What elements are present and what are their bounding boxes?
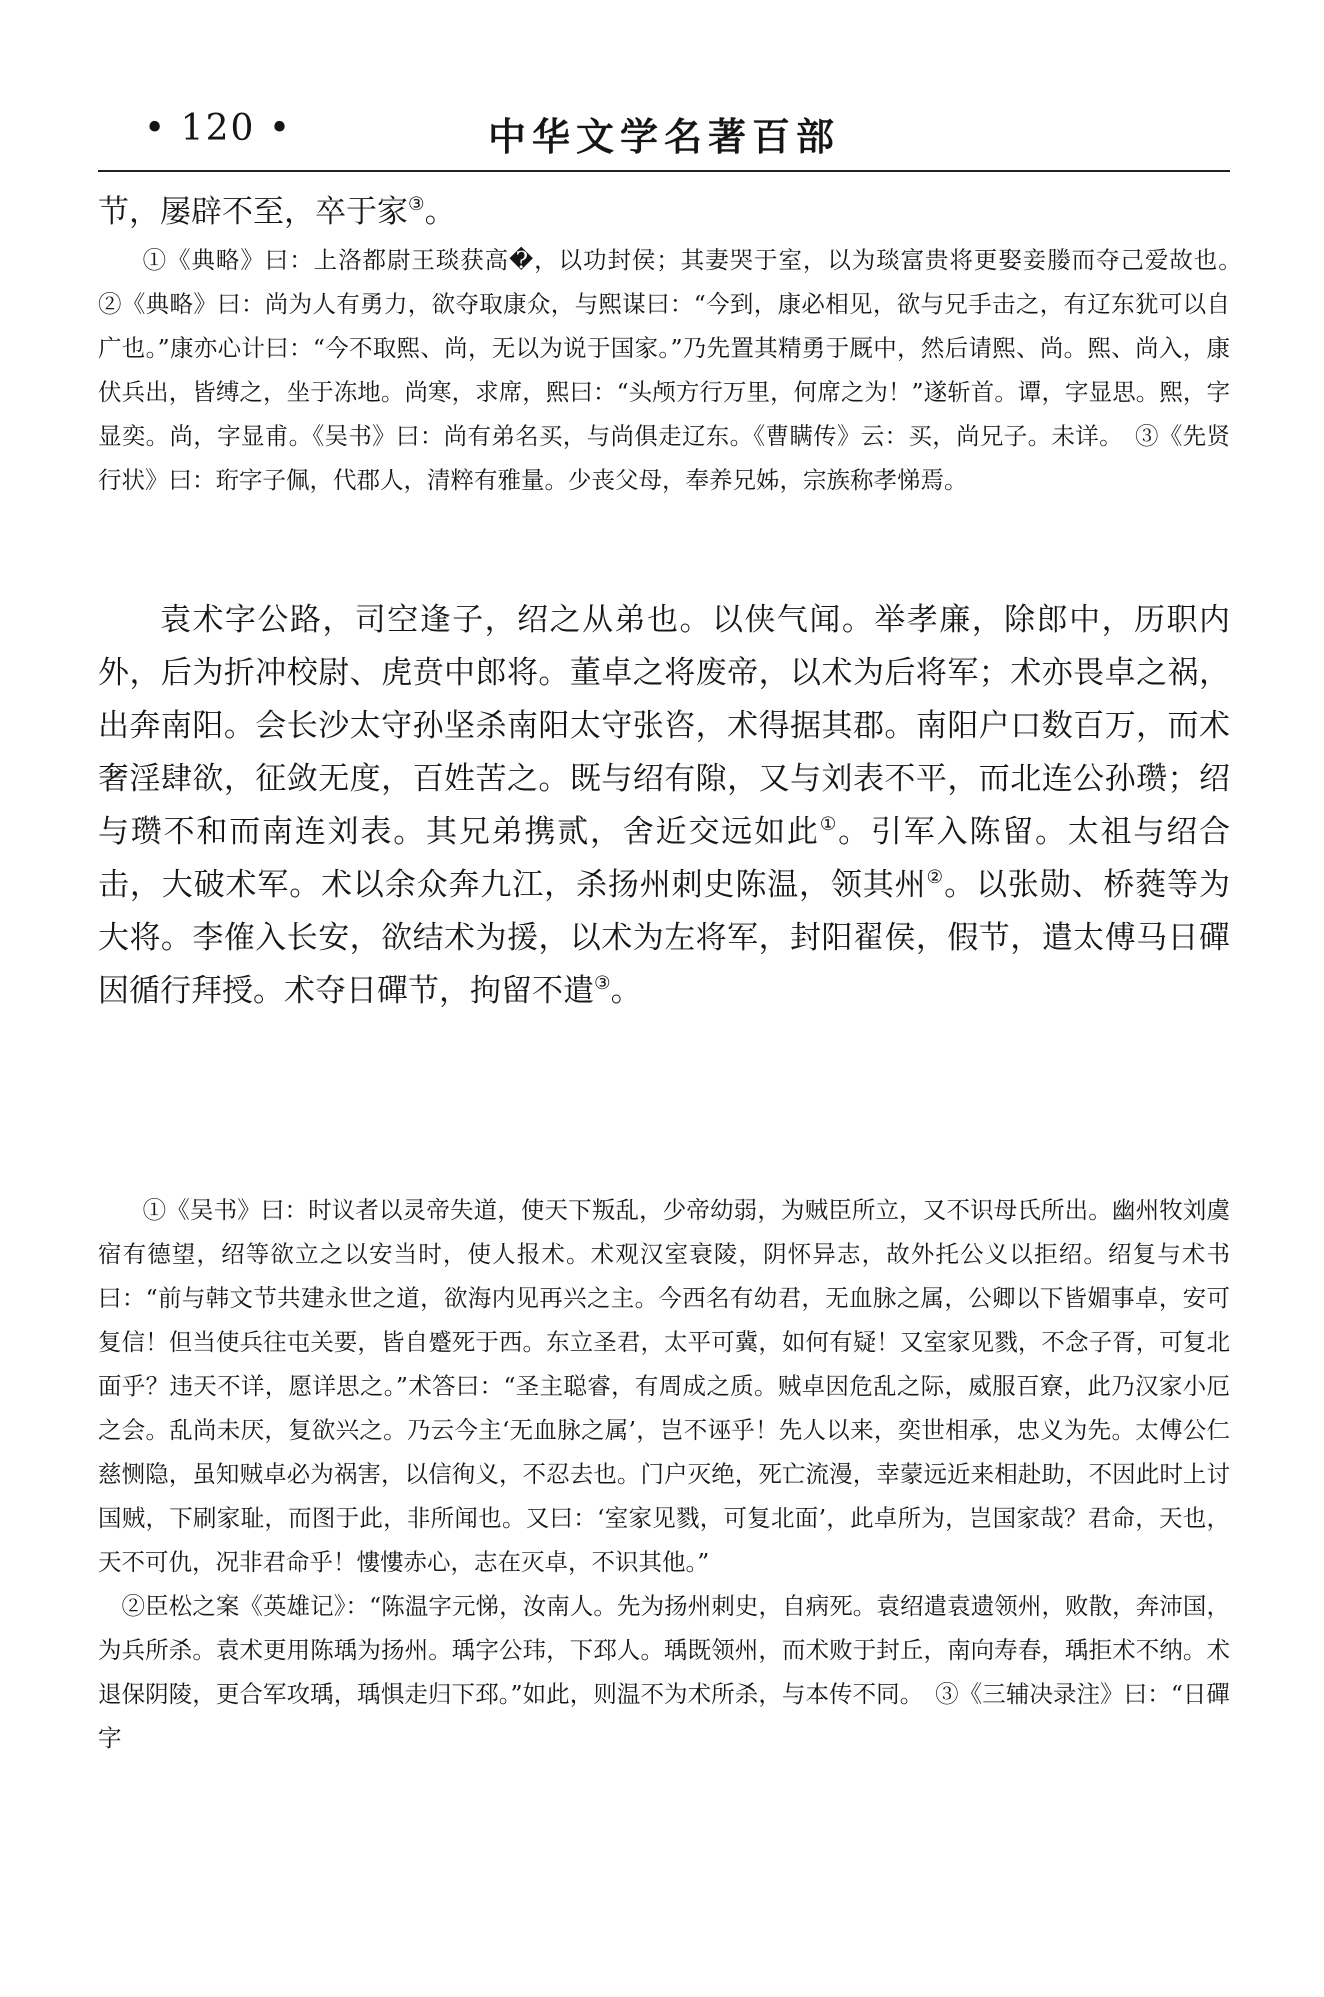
footnote-ref-3: ③ [594,972,611,994]
footnote-ref-1: ① [819,813,839,835]
main-text-run: 袁术字公路，司空逢子，绍之从弟也。以侠气闻。举孝廉，除郎中，历职内外，后为折冲校尉、虎贲中郎将。董卓之将废帝，以术为后将军；术亦畏卓之祸，出奔南阳。会长沙太守孙坚杀南阳太守张咨，术得据其郡。南阳户口数百万，而术奢淫肆欲，征敛无度，百姓苦之。既与绍有隙，又与刘表不平，而北连公孙瓒；绍与瓒不和而南连刘表。其兄弟携贰，舍近交远如此 [98,602,1230,850]
main-text-run: 。以张勋、桥蕤等为大将。李傕入长安，欲结术为援，以术为左将军，封阳翟侯，假节，遣太傅马日磾因循行拜授。术夺日磾节，拘留不遣 [98,867,1231,1009]
main-text-run: 节，屡辟不至，卒于家 [98,194,408,230]
footnote-ref-3: ③ [408,193,425,215]
annotation-text: ①《典略》曰：上洛都尉王琰获高�，以功封侯；其妻哭于室，以为琰富贵将更娶妾媵而夺己爱故也。 ②《典略》曰：尚为人有勇力，欲夺取康众，与熙谋曰：“今到，康必相见，欲与兄手击之，有辽东犹可以自广也。”康亦心计曰：“今不取熙、尚，无以为说于国家。”乃先置其精勇于厩中，然后请熙、尚。熙、尚入，康伏兵出，皆缚之，坐于冻地。尚寒，求席，熙曰：“头颅方行万里，何席之为！”遂斩首。谭，字显思。熙，字显奕。尚，字显甫。《吴书》曰：尚有弟名买，与尚俱走辽东。《曹瞒传》云：买，尚兄子。未详。 ③《先贤行状》曰：珩字子佩，代郡人，清粹有雅量。少丧父母，奉养兄姊，宗族称孝悌焉。 [98,246,1254,494]
page-number: • 120 • [144,108,293,149]
main-text-run: 。 [610,973,642,1009]
annotation-block-2 [98,1188,1230,1760]
yuan-shu-main-text [98,594,1230,1018]
book-title: 中华文学名著百部 [487,114,840,159]
annotation-note-2: ②臣松之案《英雄记》：“陈温字元悌，汝南人。先为扬州刺史，自病死。袁绍遣袁遗领州，败散，奔沛国，为兵所杀。袁术更用陈瑀为扬州。瑀字公玮，下邳人。瑀既领州，而术败于封丘，南向寿春，瑀拒术不纳。术退保阴陵，更合军攻瑀，瑀惧走归下邳。”如此，则温不为术所杀，与本传不同。 ③《三辅决录注》曰：“日磾字 [98,1592,1230,1752]
continued-main-text [98,186,1230,238]
main-text-run: 。引军入陈留。太祖与绍合击，大破术军。术以余众奔九江，杀扬州刺史陈温，领其州 [98,814,1231,903]
header-rule [98,170,1230,172]
page-header [98,108,1230,174]
annotation-block-1 [98,238,1254,502]
annotation-note-1: ①《吴书》曰：时议者以灵帝失道，使天下叛乱，少帝幼弱，为贼臣所立，又不识母氏所出。幽州牧刘虞宿有德望，绍等欲立之以安当时，使人报术。术观汉室衰陵，阴怀异志，故外托公义以拒绍。绍复与术书曰：“前与韩文节共建永世之道，欲海内见再兴之主。今西名有幼君，无血脉之属，公卿以下皆媚事卓，安可复信！但当使兵往屯关要，皆自蹙死于西。东立圣君，太平可冀，如何有疑！又室家见戮，不念子胥，可复北面乎？违天不详，愿详思之。”术答曰：“圣主聪睿，有周成之质。贼卓因危乱之际，威服百寮，此乃汉家小厄之会。乱尚未厌，复欲兴之。乃云今主‘无血脉之属’，岂不诬乎！先人以来，奕世相承，忠义为先。太傅公仁慈恻隐，虽知贼卓必为祸害，以信徇义，不忍去也。门户灭绝，死亡流漫，幸蒙远近来相赴助，不因此时上讨国贼，下刷家耻，而图于此，非所闻也。又曰：‘室家见戮，可复北面’，此卓所为，岂国家哉？君命，天也，天不可仇，况非君命乎！慺慺赤心，志在灭卓，不识其他。” [98,1196,1230,1576]
main-text-run: 。 [424,194,456,230]
footnote-ref-2: ② [926,866,945,888]
